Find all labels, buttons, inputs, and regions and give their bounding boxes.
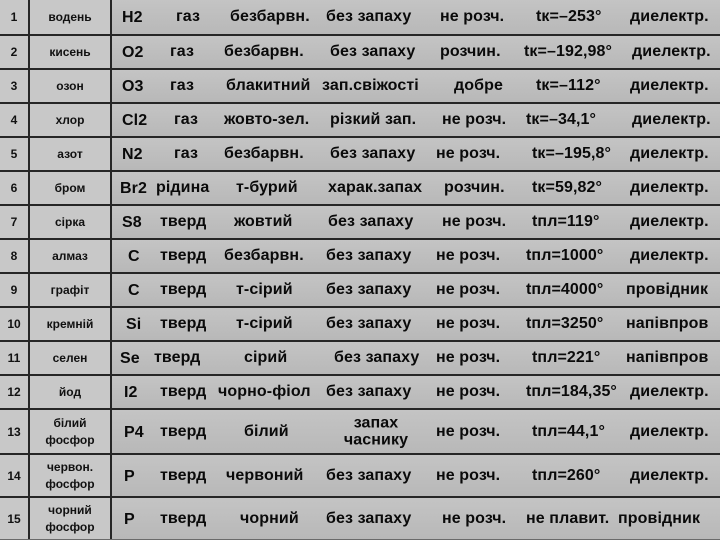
element-name: селен bbox=[30, 342, 112, 374]
formula: O2 bbox=[122, 44, 144, 61]
smell: зап.свіжості bbox=[322, 77, 419, 94]
table-row bbox=[0, 34, 720, 68]
state: газ bbox=[170, 43, 195, 60]
row-number: 2 bbox=[0, 36, 30, 68]
formula: O3 bbox=[122, 78, 144, 95]
table-row bbox=[0, 496, 720, 539]
state: тверд bbox=[154, 349, 201, 366]
solubility: не розч. bbox=[442, 111, 507, 128]
temperature: tпл=4000° bbox=[526, 281, 604, 298]
solubility: не розч. bbox=[436, 247, 501, 264]
color: безбарвн. bbox=[224, 43, 304, 60]
table-row bbox=[0, 453, 720, 496]
formula: Si bbox=[126, 316, 142, 333]
formula: N2 bbox=[122, 146, 143, 163]
state: тверд bbox=[160, 247, 207, 264]
temperature: tк=–195,8° bbox=[532, 145, 612, 162]
solubility: не розч. bbox=[436, 383, 501, 400]
formula: Se bbox=[120, 350, 140, 367]
table-row bbox=[0, 68, 720, 102]
element-name: білий фосфор bbox=[30, 410, 112, 453]
solubility: не розч. bbox=[442, 509, 507, 527]
temperature: tпл=260° bbox=[532, 466, 601, 484]
state: тверд bbox=[160, 422, 207, 440]
temperature: tпл=119° bbox=[532, 213, 600, 230]
conductivity: диелектр. bbox=[632, 43, 711, 60]
conductivity: провідник bbox=[626, 281, 709, 298]
temperature: tпл=184,35° bbox=[526, 383, 617, 400]
table-row bbox=[0, 306, 720, 340]
table-row bbox=[0, 102, 720, 136]
row-number: 7 bbox=[0, 206, 30, 238]
row-number: 15 bbox=[0, 498, 30, 539]
conductivity: диелектр. bbox=[630, 8, 709, 25]
element-name: кисень bbox=[30, 36, 112, 68]
table-row bbox=[0, 136, 720, 170]
color: безбарвн. bbox=[224, 145, 304, 162]
state: тверд bbox=[160, 281, 207, 298]
element-name: водень bbox=[30, 0, 112, 34]
smell: харак.запах bbox=[328, 179, 423, 196]
temperature: tк=–192,98° bbox=[524, 43, 613, 60]
solubility: не розч. bbox=[440, 8, 505, 25]
color: т-сірий bbox=[236, 281, 293, 298]
conductivity: диелектр. bbox=[630, 77, 709, 94]
smell: без запаху bbox=[326, 281, 412, 298]
table-row bbox=[0, 408, 720, 453]
color: сірий bbox=[244, 349, 288, 366]
element-name: сірка bbox=[30, 206, 112, 238]
state: тверд bbox=[160, 466, 207, 484]
conductivity: диелектр. bbox=[630, 466, 709, 484]
element-name: червон. фосфор bbox=[30, 455, 112, 496]
formula: S8 bbox=[122, 214, 142, 231]
formula: I2 bbox=[124, 384, 138, 401]
color: білий bbox=[244, 422, 289, 440]
element-name: йод bbox=[30, 376, 112, 408]
solubility: добре bbox=[454, 77, 503, 94]
row-number: 9 bbox=[0, 274, 30, 306]
row-number: 10 bbox=[0, 308, 30, 340]
state: тверд bbox=[160, 213, 207, 230]
solubility: не розч. bbox=[436, 466, 501, 484]
conductivity: диелектр. bbox=[630, 422, 709, 440]
smell: без запаху bbox=[334, 349, 420, 366]
solubility: не розч. bbox=[436, 281, 501, 298]
color: чорний bbox=[240, 509, 299, 527]
conductivity: диелектр. bbox=[630, 179, 709, 196]
element-name: чорний фосфор bbox=[30, 498, 112, 539]
temperature: tпл=1000° bbox=[526, 247, 604, 264]
conductivity: диелектр. bbox=[632, 111, 711, 128]
element-name: хлор bbox=[30, 104, 112, 136]
formula: P bbox=[124, 467, 135, 485]
conductivity: диелектр. bbox=[630, 247, 709, 264]
conductivity: диелектр. bbox=[630, 213, 709, 230]
table-row bbox=[0, 204, 720, 238]
element-name: алмаз bbox=[30, 240, 112, 272]
temperature: tк=–34,1° bbox=[526, 111, 597, 128]
temperature: tпл=221° bbox=[532, 349, 601, 366]
conductivity: провідник bbox=[618, 509, 701, 527]
conductivity: напівпров bbox=[626, 349, 709, 366]
row-number: 4 bbox=[0, 104, 30, 136]
color: т-сірий bbox=[236, 315, 293, 332]
solubility: не розч. bbox=[436, 349, 501, 366]
color: чорно-фіол bbox=[218, 383, 311, 400]
table-row bbox=[0, 0, 720, 34]
table-row bbox=[0, 272, 720, 306]
row-number: 12 bbox=[0, 376, 30, 408]
state: газ bbox=[176, 8, 201, 25]
state: газ bbox=[174, 111, 199, 128]
temperature: tпл=3250° bbox=[526, 315, 604, 332]
table-row bbox=[0, 238, 720, 272]
color: безбарвн. bbox=[230, 8, 310, 25]
state: тверд bbox=[160, 383, 207, 400]
formula: P bbox=[124, 510, 135, 528]
color: т-бурий bbox=[236, 179, 298, 196]
smell: різкий зап. bbox=[330, 111, 417, 128]
row-number: 3 bbox=[0, 70, 30, 102]
temperature: tк=–112° bbox=[536, 77, 601, 94]
row-number: 5 bbox=[0, 138, 30, 170]
color: жовтий bbox=[234, 213, 293, 230]
element-name: азот bbox=[30, 138, 112, 170]
solubility: не розч. bbox=[442, 213, 507, 230]
temperature: не плавит. bbox=[526, 509, 610, 527]
row-number: 14 bbox=[0, 455, 30, 496]
smell: без запаху bbox=[326, 247, 412, 264]
state: рідина bbox=[156, 179, 210, 196]
conductivity: напівпров bbox=[626, 315, 709, 332]
smell: без запаху bbox=[326, 315, 412, 332]
row-number: 13 bbox=[0, 410, 30, 453]
state: тверд bbox=[160, 509, 207, 527]
conductivity: диелектр. bbox=[630, 383, 709, 400]
element-name: озон bbox=[30, 70, 112, 102]
smell: без запаху bbox=[330, 145, 416, 162]
temperature: tк=–253° bbox=[536, 8, 602, 25]
formula: P4 bbox=[124, 423, 144, 441]
element-name: бром bbox=[30, 172, 112, 204]
formula: C bbox=[128, 282, 140, 299]
formula: C bbox=[128, 248, 140, 265]
solubility: розчин. bbox=[444, 179, 505, 196]
smell: без запаху bbox=[326, 8, 412, 25]
solubility: не розч. bbox=[436, 315, 501, 332]
smell: без запаху bbox=[326, 509, 412, 527]
table-row bbox=[0, 340, 720, 374]
solubility: не розч. bbox=[436, 145, 501, 162]
smell: без запаху bbox=[330, 43, 416, 60]
row-number: 1 bbox=[0, 0, 30, 34]
color: блакитний bbox=[226, 77, 311, 94]
row-number: 11 bbox=[0, 342, 30, 374]
solubility: не розч. bbox=[436, 422, 501, 440]
element-name: кремній bbox=[30, 308, 112, 340]
color: червоний bbox=[226, 466, 304, 484]
temperature: tк=59,82° bbox=[532, 179, 603, 196]
state: газ bbox=[170, 77, 195, 94]
smell: без запаху bbox=[326, 383, 412, 400]
conductivity: диелектр. bbox=[630, 145, 709, 162]
formula: Br2 bbox=[120, 180, 147, 197]
solubility: розчин. bbox=[440, 43, 501, 60]
state: газ bbox=[174, 145, 199, 162]
formula: H2 bbox=[122, 9, 143, 26]
temperature: tпл=44,1° bbox=[532, 422, 605, 440]
element-name: графіт bbox=[30, 274, 112, 306]
smell: запах часнику bbox=[343, 413, 409, 449]
formula: Cl2 bbox=[122, 112, 148, 129]
smell: без запаху bbox=[328, 213, 414, 230]
color: жовто-зел. bbox=[224, 111, 310, 128]
row-number: 6 bbox=[0, 172, 30, 204]
row-number: 8 bbox=[0, 240, 30, 272]
table-row bbox=[0, 374, 720, 408]
state: тверд bbox=[160, 315, 207, 332]
table-row bbox=[0, 170, 720, 204]
smell: без запаху bbox=[326, 466, 412, 484]
color: безбарвн. bbox=[224, 247, 304, 264]
